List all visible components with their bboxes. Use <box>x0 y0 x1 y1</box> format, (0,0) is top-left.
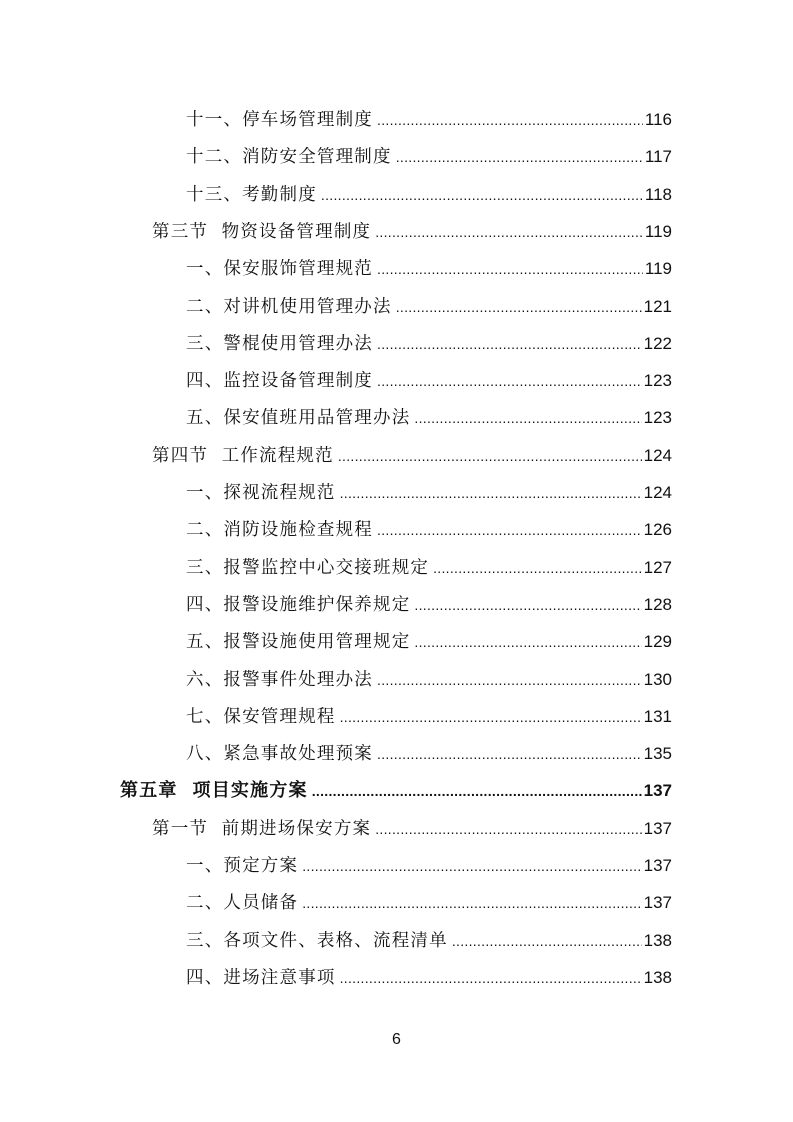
dot-leader <box>321 182 643 208</box>
dot-leader <box>302 853 641 879</box>
toc-entry-title: 二、人员储备 <box>186 893 299 914</box>
toc-entry-title: 第三节 物资设备管理制度 <box>152 221 372 242</box>
toc-subsection-entry[interactable] <box>186 853 672 879</box>
toc-entry-page: 124 <box>643 483 672 502</box>
toc-entry-title: 三、各项文件、表格、流程清单 <box>186 930 448 951</box>
toc-entry-page: 138 <box>643 930 672 950</box>
toc-subsection-entry[interactable] <box>186 890 672 916</box>
toc-entry-title: 四、监控设备管理制度 <box>186 371 373 392</box>
toc-entry-title: 十三、考勤制度 <box>186 184 317 205</box>
toc-section-entry[interactable] <box>152 816 672 842</box>
toc-entry-page: 127 <box>643 557 672 577</box>
toc-subsection-entry[interactable] <box>186 592 672 618</box>
dot-leader <box>340 480 642 506</box>
toc-entry-page: 124 <box>643 445 672 465</box>
toc-entry-title: 二、对讲机使用管理办法 <box>186 296 392 317</box>
toc-entry-title: 七、保安管理规程 <box>186 706 336 727</box>
toc-subsection-entry[interactable] <box>186 182 672 208</box>
toc-entry-title: 四、报警设施维护保养规定 <box>186 594 411 615</box>
toc-subsection-entry[interactable] <box>186 741 672 767</box>
dot-leader <box>375 219 643 245</box>
toc-entry-page: 119 <box>644 259 672 279</box>
toc-subsection-entry[interactable] <box>186 294 672 320</box>
dot-leader <box>312 778 642 804</box>
toc-entry-title: 第四节 工作流程规范 <box>152 445 334 466</box>
toc-entry-page: 119 <box>644 221 672 241</box>
dot-leader <box>377 368 642 394</box>
toc-entry-page: 135 <box>643 744 672 764</box>
toc-subsection-entry[interactable] <box>186 965 672 991</box>
toc-entry-title: 十一、停车场管理制度 <box>186 110 373 130</box>
dot-leader <box>377 517 642 543</box>
toc-entry-page: 131 <box>643 706 672 726</box>
toc-section-entry[interactable] <box>152 443 672 469</box>
dot-leader <box>396 294 642 320</box>
toc-entry-title: 一、预定方案 <box>186 856 299 876</box>
toc-entry-title: 八、紧急事故处理预案 <box>186 744 373 765</box>
toc-entry-title: 一、探视流程规范 <box>186 483 336 503</box>
toc-subsection-entry[interactable] <box>186 331 672 357</box>
toc-entry-title: 三、警棍使用管理办法 <box>186 333 373 354</box>
toc-entry-page: 137 <box>643 781 672 801</box>
toc-entry-title: 五、报警设施使用管理规定 <box>186 632 411 653</box>
dot-leader <box>340 704 642 730</box>
dot-leader <box>377 667 642 693</box>
toc-entry-page: 130 <box>643 669 672 689</box>
toc-entry-page: 121 <box>643 296 672 316</box>
dot-leader <box>338 443 642 469</box>
toc-entry-page: 123 <box>643 408 672 428</box>
dot-leader <box>414 592 641 618</box>
toc-subsection-entry[interactable] <box>186 144 672 170</box>
toc-entry-title: 六、报警事件处理办法 <box>186 669 373 690</box>
dot-leader <box>396 144 643 170</box>
dot-leader <box>377 256 643 282</box>
toc-entry-title: 二、消防设施检查规程 <box>186 520 373 541</box>
toc-subsection-entry[interactable] <box>186 368 672 394</box>
dot-leader <box>377 107 643 133</box>
toc-subsection-entry[interactable] <box>186 928 672 954</box>
toc-entry-title: 十二、消防安全管理制度 <box>186 147 392 168</box>
toc-entry-page: 118 <box>644 184 672 204</box>
dot-leader <box>433 555 642 581</box>
dot-leader <box>302 890 641 916</box>
dot-leader <box>414 629 641 655</box>
toc-entry-page: 126 <box>643 520 672 540</box>
dot-leader <box>375 816 641 842</box>
toc-entry-page: 122 <box>643 333 672 353</box>
toc-entry-title: 第一节 前期进场保安方案 <box>152 818 372 839</box>
toc-entry-page: 129 <box>643 632 672 652</box>
toc-entry-page: 116 <box>644 110 672 129</box>
toc-entry-title: 四、进场注意事项 <box>186 967 336 988</box>
dot-leader <box>414 405 641 431</box>
dot-leader <box>452 928 642 954</box>
toc-subsection-entry[interactable] <box>186 256 672 282</box>
dot-leader <box>377 741 642 767</box>
toc-entry-page: 128 <box>643 594 672 614</box>
toc-entry-page: 117 <box>644 147 672 167</box>
toc-entry-page: 123 <box>643 371 672 391</box>
toc-entry-page: 137 <box>643 818 672 838</box>
toc-subsection-entry[interactable] <box>186 555 672 581</box>
toc-chapter-entry[interactable] <box>120 778 672 804</box>
toc-entry-title: 五、保安值班用品管理办法 <box>186 408 411 429</box>
dot-leader <box>377 331 642 357</box>
toc-subsection-entry[interactable] <box>186 667 672 693</box>
toc-entry-page: 138 <box>643 967 672 987</box>
dot-leader <box>340 965 642 991</box>
page-number: 6 <box>392 1031 401 1048</box>
toc-entry-title: 三、报警监控中心交接班规定 <box>186 557 430 578</box>
toc-subsection-entry[interactable] <box>186 480 672 506</box>
toc-entry-page: 137 <box>643 856 672 875</box>
toc-subsection-entry[interactable] <box>186 704 672 730</box>
toc-subsection-entry[interactable] <box>186 517 672 543</box>
toc-subsection-entry[interactable] <box>186 107 672 133</box>
toc-entry-page: 137 <box>643 893 672 913</box>
toc-subsection-entry[interactable] <box>186 405 672 431</box>
toc-entry-title: 一、保安服饰管理规范 <box>186 259 373 280</box>
toc-entry-title: 第五章 项目实施方案 <box>120 780 308 802</box>
toc-section-entry[interactable] <box>152 219 672 245</box>
toc-subsection-entry[interactable] <box>186 629 672 655</box>
